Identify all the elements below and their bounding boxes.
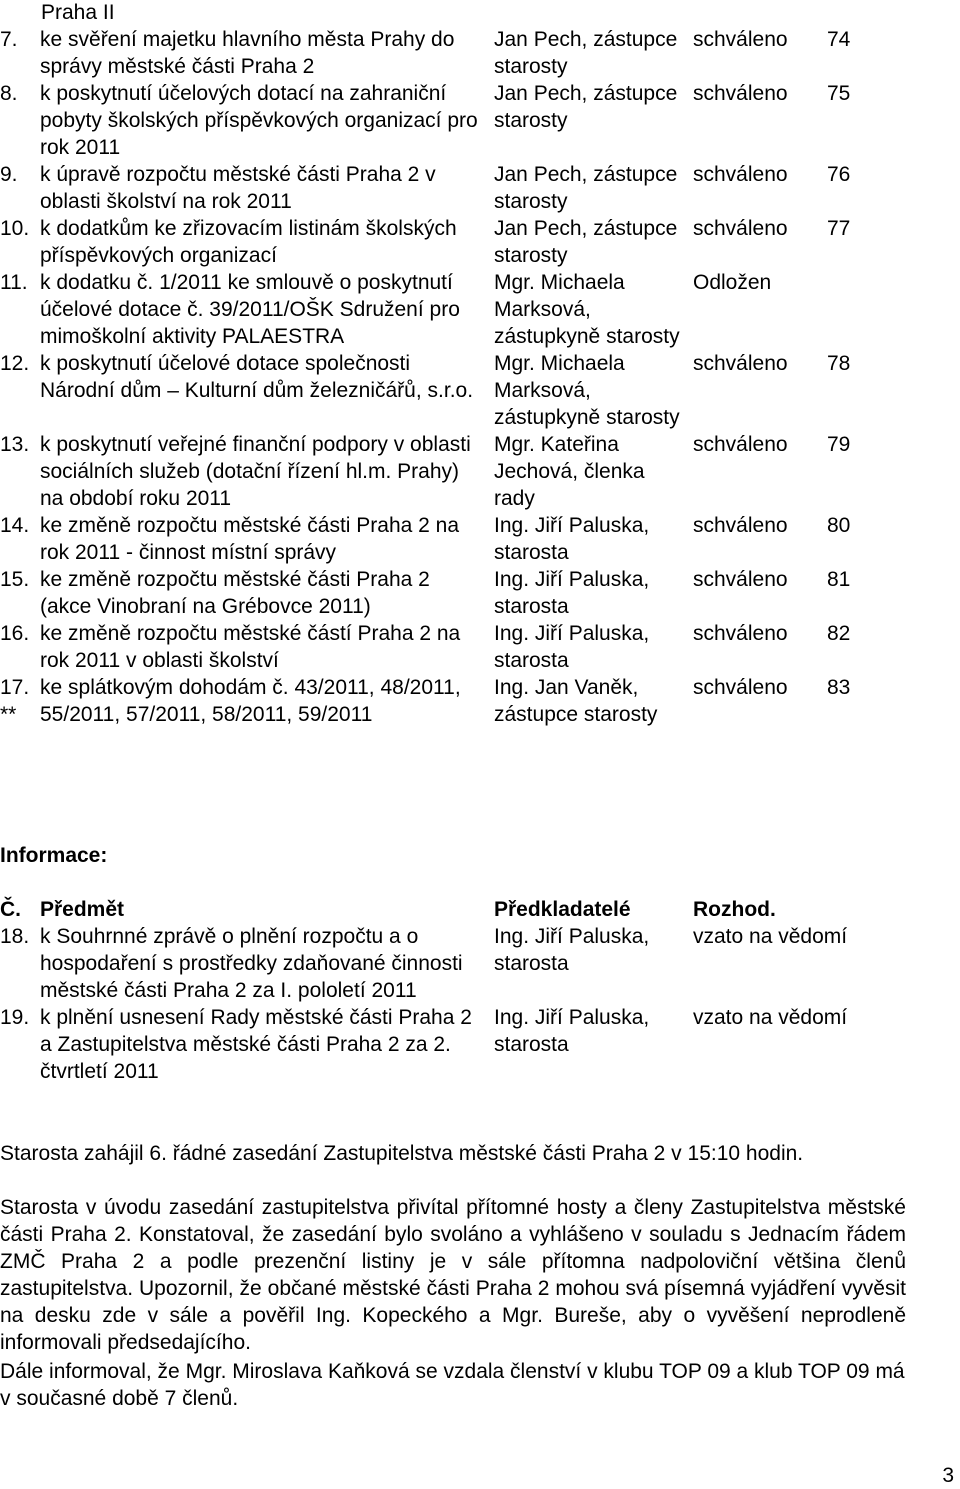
agenda-item-resolution-number: 82 [827,622,851,645]
agenda-item-subject: ke změně rozpočtu městské části Praha 2 (akce Vinobraní na Grébovce 2011) [40,568,430,618]
agenda-row [0,269,880,350]
info-item-subject: k plnění usnesení Rady městské části Praha 2 a Zastupitelstva městské části Praha 2 za 2. čtvrtletí 2011 [40,1006,472,1083]
agenda-item-subject: ke změně rozpočtu městské části Praha 2 na rok 2011 - činnost místní správy [40,514,460,564]
agenda-item-number: 7. [0,28,18,51]
opening-paragraph: Starosta zahájil 6. řádné zasedání Zastupitelstva městské části Praha 2 v 15:10 hodin. [0,1142,804,1165]
agenda-item-subject: k úpravě rozpočtu městské části Praha 2 v oblasti školství na rok 2011 [40,163,436,213]
agenda-item-result: schváleno [693,82,788,105]
club-paragraph: Dále informoval, že Mgr. Miroslava Kaňková se vzdala členství v klubu TOP 09 a klub TOP 09 má v současné době 7 členů. [0,1360,905,1410]
header-num: Č. [0,898,21,921]
agenda-item-number-note: ** [0,703,17,726]
info-item-result: vzato na vědomí [693,1006,848,1029]
agenda-row [0,350,880,431]
agenda-item-result: schváleno [693,163,788,186]
agenda-table [0,26,880,728]
info-item-number: 18. [0,925,30,948]
agenda-row [0,431,880,512]
agenda-item-result: schváleno [693,568,788,591]
agenda-item-resolution-number: 83 [827,676,851,699]
header-presenter: Předkladatelé [494,898,631,921]
agenda-item-resolution-number: 77 [827,217,851,240]
agenda-item-number: 13. [0,433,30,456]
info-item-result: vzato na vědomí [693,925,848,948]
agenda-row [0,620,880,674]
agenda-item-resolution-number: 80 [827,514,851,537]
agenda-item-presenter: Jan Pech, zástupce starosty [494,217,678,267]
agenda-item-number: 8. [0,82,18,105]
agenda-item-presenter: Mgr. Michaela Marksová, zástupkyně starosty [494,271,680,348]
agenda-item-presenter: Mgr. Kateřina Jechová, členka rady [494,433,645,510]
agenda-item-number: 14. [0,514,30,537]
agenda-item-subject: k poskytnutí účelové dotace společnosti Národní dům – Kulturní dům železničářů, s.r.o. [40,352,474,402]
header-subject: Předmět [40,898,125,921]
agenda-item-resolution-number: 78 [827,352,851,375]
info-row [0,1004,880,1085]
agenda-item-presenter: Mgr. Michaela Marksová, zástupkyně starosty [494,352,680,429]
info-section-title: Informace: [0,844,108,867]
page-number: 3 [942,1464,954,1487]
intro-paragraph: Starosta v úvodu zasedání zastupitelstva přivítal přítomné hosty a členy Zastupitelstva městské části Praha 2. Konstatoval, že zasedání bylo svoláno a vyhlášeno v souladu s Jednacím řádem ZMČ Praha 2 a podle prezenční listiny je v sále přítomna nadpoloviční většina členů zastupitelstva. Upozornil, že občané městské části Praha 2 mohou svá písemná vyjádření vyvěsit na desku zde v sále a pověřil Ing. Kopeckého a Mgr. Bureše, aby o vyvěšení neprodleně informovali předsedajícího. [0,1196,906,1354]
agenda-item-resolution-number: 76 [827,163,851,186]
agenda-item-presenter: Ing. Jiří Paluska, starosta [494,622,650,672]
agenda-item-result: schváleno [693,622,788,645]
agenda-item-subject: ke změně rozpočtu městské částí Praha 2 na rok 2011 v oblasti školství [40,622,461,672]
agenda-row [0,215,880,269]
agenda-item-presenter: Ing. Jan Vaněk, zástupce starosty [494,676,658,726]
info-item-subject: k Souhrnné zprávě o plnění rozpočtu a o hospodaření s prostředky zdaňované činnosti městské části Praha 2 za I. pololetí 2011 [40,925,463,1002]
agenda-row [0,26,880,80]
agenda-item-presenter: Jan Pech, zástupce starosty [494,163,678,213]
agenda-item-number: 15. [0,568,30,591]
agenda-item-number: 9. [0,163,18,186]
agenda-item-result: schváleno [693,514,788,537]
info-header-row [0,896,880,923]
info-item-number: 19. [0,1006,30,1029]
agenda-item-presenter: Jan Pech, zástupce starosty [494,82,678,132]
agenda-item-resolution-number [827,269,880,350]
agenda-item-subject: ke svěření majetku hlavního města Prahy do správy městské části Praha 2 [40,28,455,78]
agenda-item-number: 11. [0,271,28,294]
info-item-presenter: Ing. Jiří Paluska, starosta [494,1006,650,1056]
info-table [0,896,880,1085]
agenda-item-subject: k dodatku č. 1/2011 ke smlouvě o poskytnutí účelové dotace č. 39/2011/OŠK Sdružení pro mimoškolní aktivity PALAESTRA [40,271,460,348]
agenda-row [0,674,880,728]
agenda-item-subject: k poskytnutí účelových dotací na zahraniční pobyty školských příspěvkových organizací pro rok 2011 [40,82,478,159]
agenda-item-presenter: Ing. Jiří Paluska, starosta [494,514,650,564]
agenda-item-result: Odložen [693,271,772,294]
agenda-item-result: schváleno [693,352,788,375]
agenda-item-resolution-number: 79 [827,433,851,456]
agenda-item-resolution-number: 74 [827,28,851,51]
agenda-item-result: schváleno [693,28,788,51]
agenda-item-presenter: Jan Pech, zástupce starosty [494,28,678,78]
agenda-item-number: 16. [0,622,30,645]
agenda-item-resolution-number: 81 [827,568,851,591]
info-item-presenter: Ing. Jiří Paluska, starosta [494,925,650,975]
agenda-item-number: 12. [0,352,30,375]
agenda-item-number: 10. [0,217,30,240]
agenda-row [0,512,880,566]
agenda-row [0,161,880,215]
agenda-item-result: schváleno [693,676,788,699]
agenda-item-result: schváleno [693,433,788,456]
agenda-item-result: schváleno [693,217,788,240]
agenda-item-subject: k poskytnutí veřejné finanční podpory v oblasti sociálních služeb (dotační řízení hl.m. Prahy) na období roku 2011 [40,433,471,510]
agenda-item-resolution-number: 75 [827,82,851,105]
agenda-row [0,566,880,620]
header-result: Rozhod. [693,898,776,921]
agenda-item-presenter: Ing. Jiří Paluska, starosta [494,568,650,618]
agenda-item-number-value: 17. [0,676,30,699]
continuation-line: Praha II [41,1,115,24]
agenda-row [0,80,880,161]
agenda-item-subject: k dodatkům ke zřizovacím listinám školských příspěvkových organizací [40,217,457,267]
agenda-item-number [0,674,40,728]
info-row [0,923,880,1004]
agenda-item-subject: ke splátkovým dohodám č. 43/2011, 48/2011, 55/2011, 57/2011, 58/2011, 59/2011 [40,676,461,726]
